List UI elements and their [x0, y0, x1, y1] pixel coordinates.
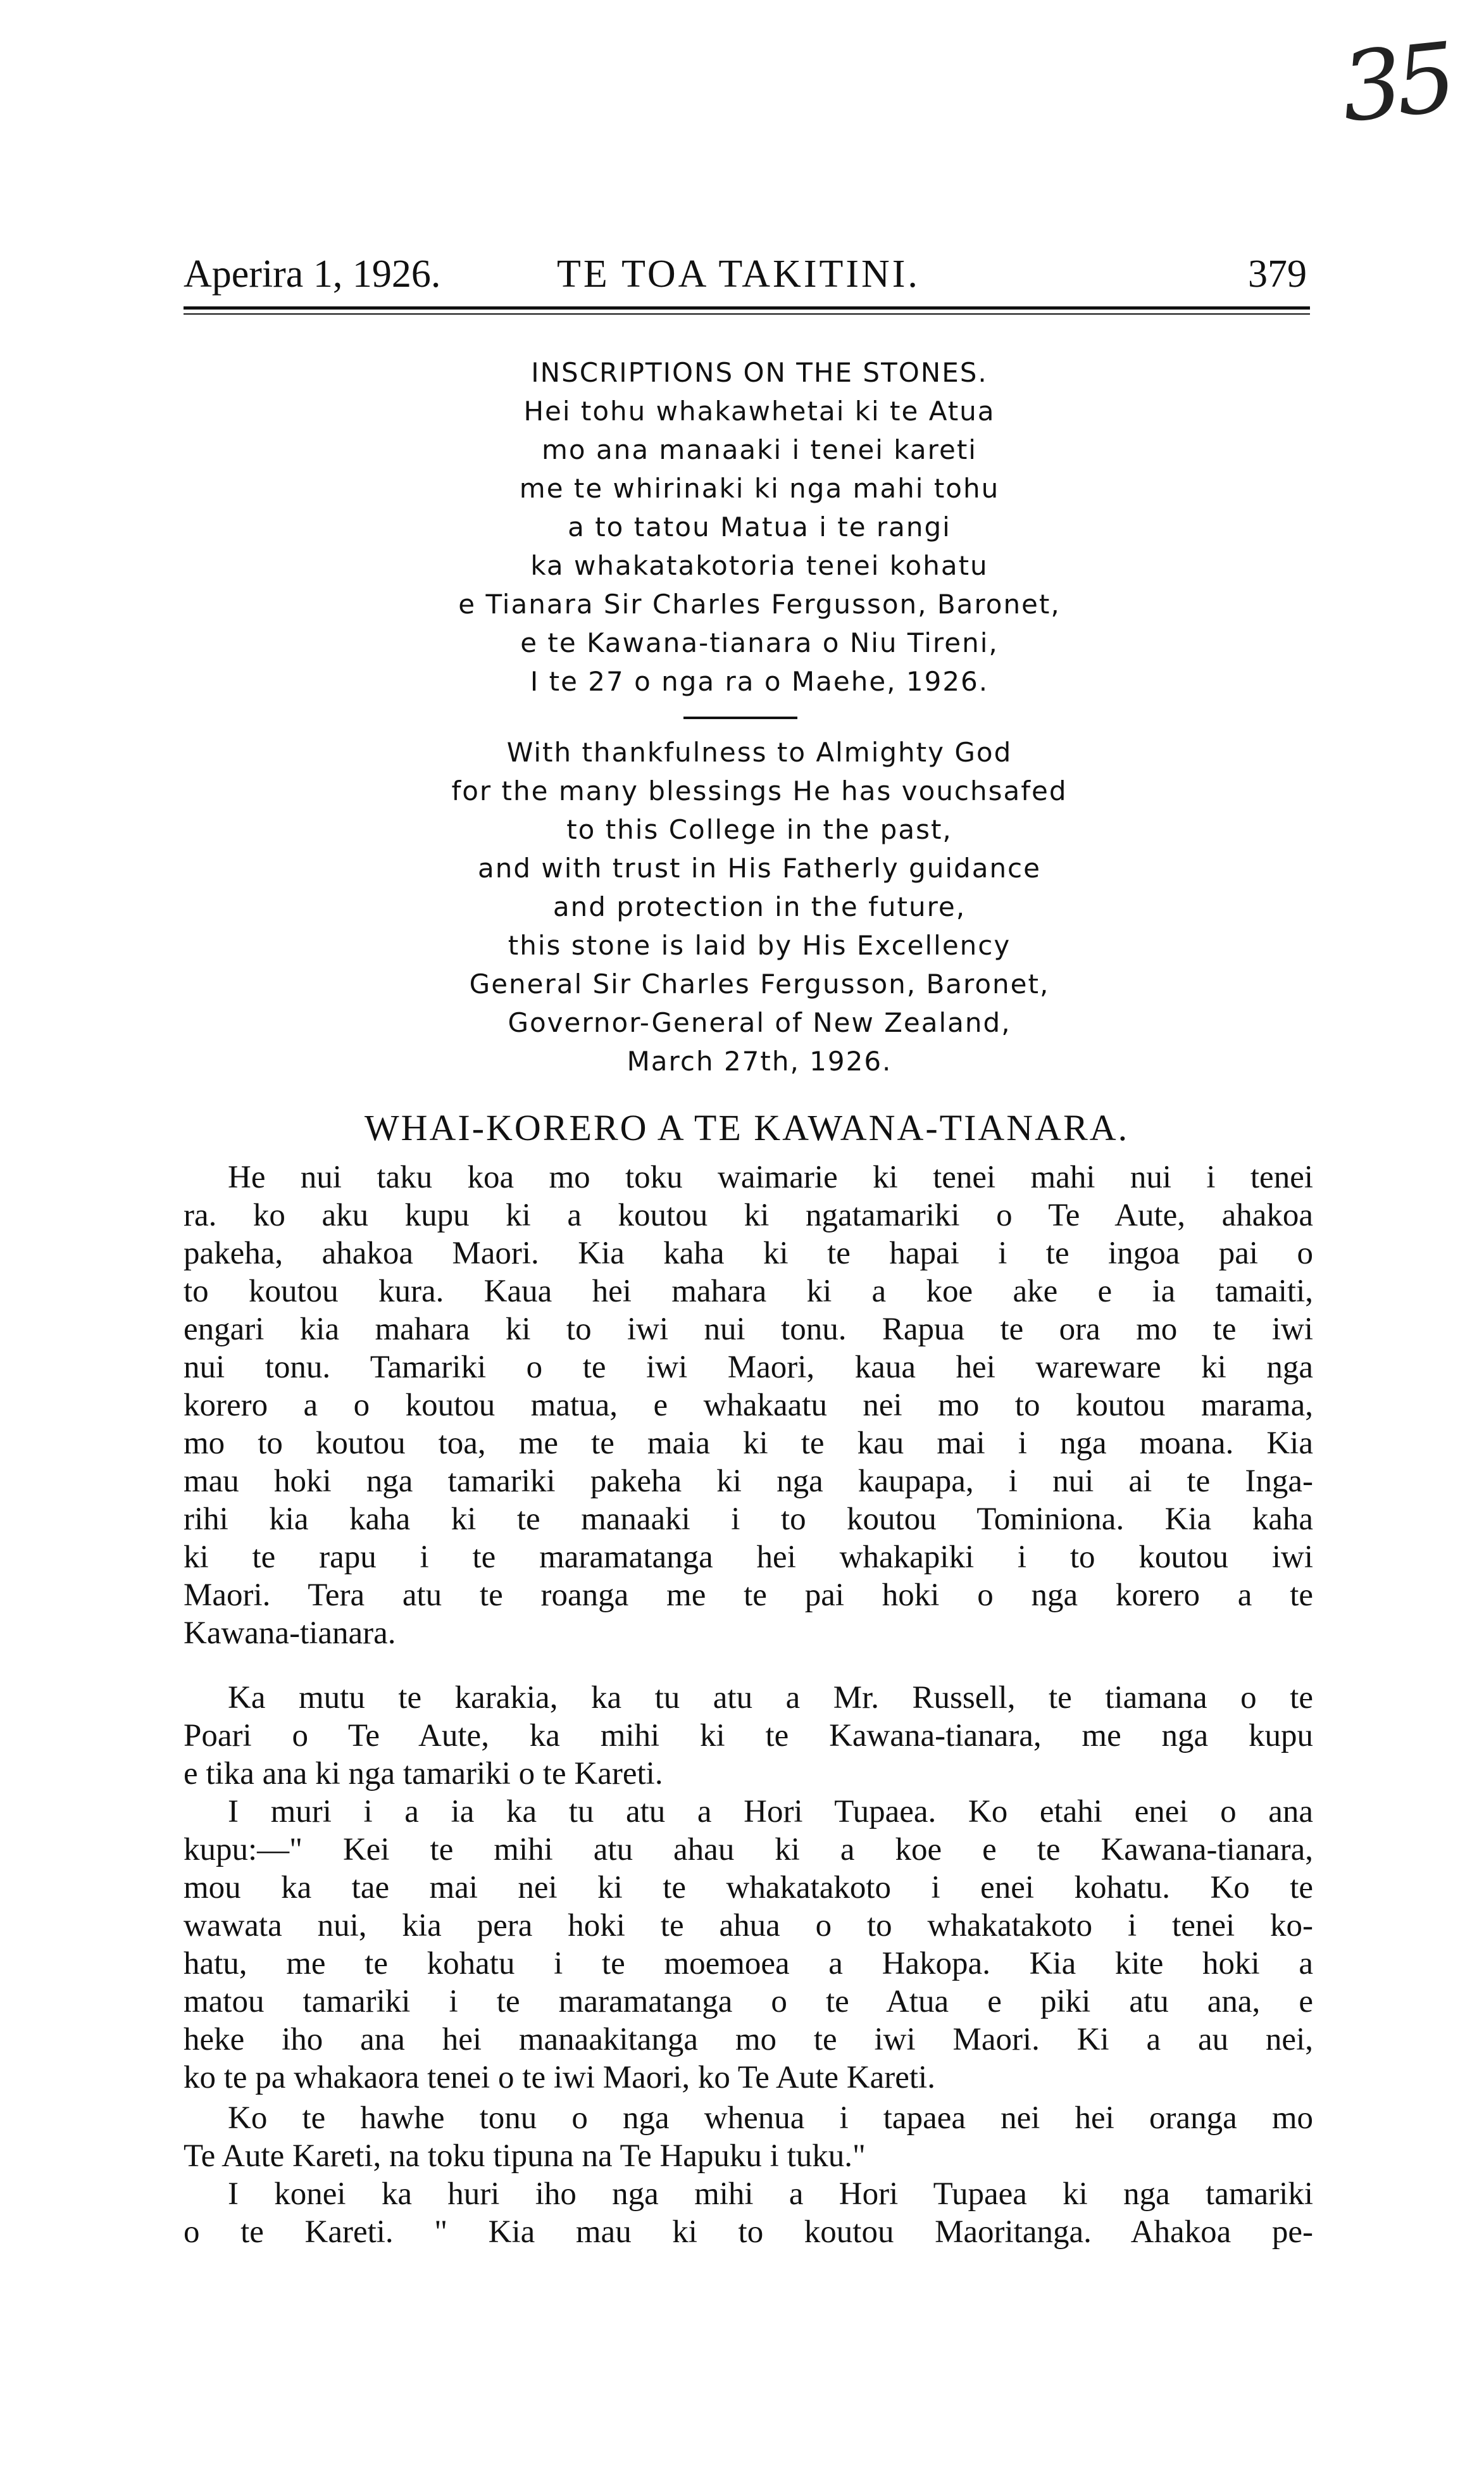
paragraph-line: matou tamariki i te maramatanga o te Atua e piki atu ana, e	[184, 1984, 1313, 2019]
paragraph-line: e tika ana ki nga tamariki o te Kareti.	[184, 1756, 663, 1791]
paragraph-line: He nui taku koa mo toku waimarie ki tenei mahi nui i tenei	[228, 1160, 1313, 1195]
inscription-line: INSCRIPTIONS ON THE STONES.	[531, 357, 988, 388]
inscription-line: Hei tohu whakawhetai ki te Atua	[523, 396, 995, 427]
paragraph-hori-tupaea	[184, 1793, 1313, 2097]
paragraph-line: mau hoki nga tamariki pakeha ki nga kaupapa, i nui ai te Inga-	[184, 1464, 1313, 1499]
paragraph-line: korero a o koutou matua, e whakaatu nei mo to koutou marama,	[184, 1388, 1313, 1423]
paragraph-children	[184, 2175, 1313, 2251]
paragraph-line: Ko te hawhe tonu o nga whenua i tapaea nei hei oranga mo	[228, 2100, 1313, 2136]
paragraph-line: kupu:—" Kei te mihi atu ahau ki a koe e te Kawana-tianara,	[184, 1832, 1313, 1867]
header-page-number: 379	[1248, 253, 1307, 296]
paragraph-line: mo to koutou toa, me te maia ki te kau mai i nga moana. Kia	[184, 1426, 1313, 1461]
inscription-line: ka whakatakotoria tenei kohatu	[530, 550, 988, 581]
inscription-line: Governor-General of New Zealand,	[508, 1007, 1011, 1038]
paragraph-line: Poari o Te Aute, ka mihi ki te Kawana-tianara, me nga kupu	[184, 1718, 1313, 1753]
inscription-line: this stone is laid by His Excellency	[508, 930, 1011, 961]
inscription-line: With thankfulness to Almighty God	[506, 737, 1013, 768]
inscription-line: e Tianara Sir Charles Fergusson, Baronet,	[458, 589, 1061, 620]
header-date: Aperira 1, 1926.	[184, 253, 441, 296]
paragraph-land	[184, 2099, 1313, 2175]
running-header	[180, 246, 1310, 303]
paragraph-line: ko te pa whakaora tenei o te iwi Maori, ko Te Aute Kareti.	[184, 2060, 935, 2095]
inscription-line: mo ana manaaki i tenei kareti	[542, 434, 977, 465]
inscription-line: a to tatou Matua i te rangi	[568, 511, 951, 543]
header-title: TE TOA TAKITINI.	[557, 253, 920, 296]
paragraph-line: wawata nui, kia pera hoki te ahua o to whakatakoto i tenei ko-	[184, 1908, 1313, 1943]
inscription-divider	[683, 717, 797, 719]
header-rule-thick	[184, 306, 1310, 310]
inscription-line: for the many blessings He has vouchsafed	[451, 775, 1068, 806]
paragraph-line: heke iho ana hei manaakitanga mo te iwi Maori. Ki a au nei,	[184, 2022, 1313, 2057]
english-inscription	[316, 733, 1202, 1081]
paragraph-line: mou ka tae mai nei ki te whakatakoto i enei kohatu. Ko te	[184, 1870, 1313, 1905]
paragraph-line: Maori. Tera atu te roanga me te pai hoki o nga korero a te	[184, 1577, 1313, 1613]
paragraph-line: ki te rapu i te maramatanga hei whakapiki i to koutou iwi	[184, 1540, 1313, 1575]
inscription-line: March 27th, 1926.	[627, 1046, 892, 1077]
paragraph-russell	[184, 1679, 1313, 1793]
paragraph-line: Ka mutu te karakia, ka tu atu a Mr. Russell, te tiamana o te	[228, 1680, 1313, 1715]
inscription-line: me te whirinaki ki nga mahi tohu	[519, 473, 1000, 504]
paragraph-line: Te Aute Kareti, na toku tipuna na Te Hapuku i tuku."	[184, 2138, 866, 2174]
paragraph-line: o te Kareti. " Kia mau ki to koutou Maoritanga. Ahakoa pe-	[184, 2214, 1313, 2250]
paragraph-line: nui tonu. Tamariki o te iwi Maori, kaua hei wareware ki nga	[184, 1350, 1313, 1385]
paragraph-governor-speech	[184, 1158, 1313, 1652]
inscription-line: e te Kawana-tianara o Niu Tireni,	[520, 627, 999, 658]
inscription-line: to this College in the past,	[566, 814, 952, 845]
handwritten-page-number: 35	[1336, 23, 1456, 144]
maori-inscription	[316, 353, 1202, 701]
paragraph-line: pakeha, ahakoa Maori. Kia kaha ki te hapai i te ingoa pai o	[184, 1236, 1313, 1271]
paragraph-line: to koutou kura. Kaua hei mahara ki a koe ake e ia tamaiti,	[184, 1274, 1313, 1309]
inscription-line: and with trust in His Fatherly guidance	[477, 853, 1041, 884]
section-heading: WHAI-KORERO A TE KAWANA-TIANARA.	[364, 1107, 1130, 1148]
paragraph-line: hatu, me te kohatu i te moemoea a Hakopa. Kia kite hoki a	[184, 1946, 1313, 1981]
paragraph-line: I konei ka huri iho nga mihi a Hori Tupaea ki nga tamariki	[228, 2176, 1313, 2212]
inscription-line: and protection in the future,	[552, 891, 966, 922]
inscription-line: General Sir Charles Fergusson, Baronet,	[469, 969, 1050, 1000]
paragraph-line: I muri i a ia ka tu atu a Hori Tupaea. Ko etahi enei o ana	[228, 1794, 1313, 1829]
paragraph-line: Kawana-tianara.	[184, 1615, 396, 1651]
paragraph-line: engari kia mahara ki to iwi nui tonu. Rapua te ora mo te iwi	[184, 1312, 1313, 1347]
paragraph-line: rihi kia kaha ki te manaaki i to koutou Tominiona. Kia kaha	[184, 1502, 1313, 1537]
paragraph-line: ra. ko aku kupu ki a koutou ki ngatamariki o Te Aute, ahakoa	[184, 1198, 1313, 1233]
header-rule-thin	[184, 313, 1310, 315]
inscription-line: I te 27 o nga ra o Maehe, 1926.	[530, 666, 989, 697]
